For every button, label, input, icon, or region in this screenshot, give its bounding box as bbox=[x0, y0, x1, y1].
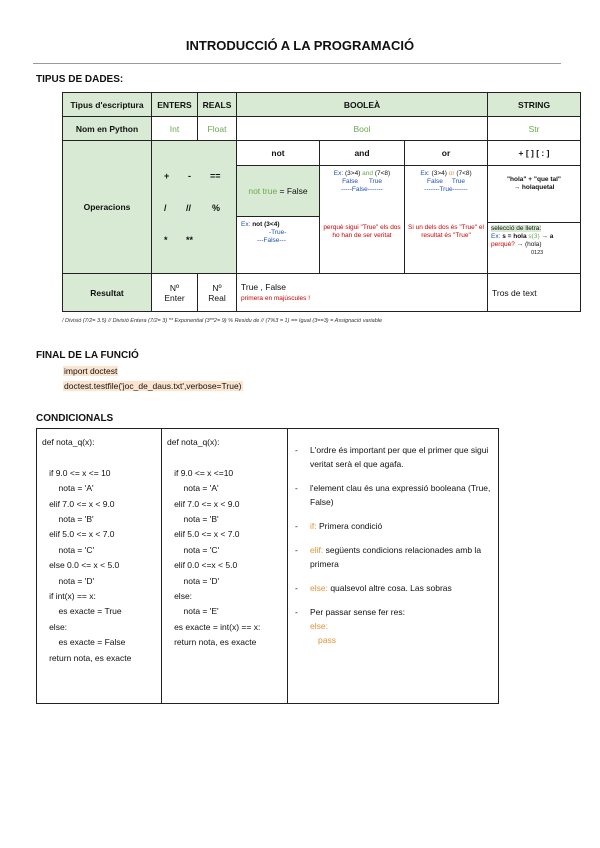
final-code-import: import doctest bbox=[64, 366, 118, 376]
and-ex-left: (3>4) bbox=[343, 170, 361, 177]
header-reals: REALS bbox=[198, 93, 237, 117]
note-if-text: Primera condició bbox=[316, 521, 383, 531]
op-mul: * bbox=[164, 235, 168, 245]
op-intdiv: // bbox=[186, 203, 192, 213]
page-title: INTRODUCCIÓ A LA PROGRAMACIÓ bbox=[185, 38, 415, 53]
section-heading-final: FINAL DE LA FUNCIÓ bbox=[36, 350, 139, 361]
not-ex-false: ---False--- bbox=[257, 237, 286, 244]
or-ex-right: (7<8) bbox=[456, 170, 472, 177]
note-elif-kw: elif: bbox=[310, 545, 324, 555]
numeric-operators bbox=[152, 141, 237, 274]
note-else bbox=[288, 581, 498, 595]
note-if bbox=[288, 519, 498, 533]
not-example-value: not true bbox=[248, 186, 278, 196]
bool-not-cell bbox=[237, 141, 320, 274]
cond-code-1-cell bbox=[37, 429, 162, 704]
and-ex-true: True bbox=[368, 178, 382, 185]
note-pass-else: else: bbox=[310, 621, 328, 631]
conditionals-table bbox=[36, 428, 499, 704]
row-label-resultat: Resultat bbox=[63, 274, 152, 312]
bool-or-cell bbox=[405, 141, 488, 274]
result-enter-label: Enter bbox=[164, 292, 185, 303]
op-add: + bbox=[164, 171, 170, 181]
or-ex-false: False bbox=[426, 178, 443, 185]
string-ops-cell bbox=[488, 141, 581, 274]
result-enter bbox=[152, 274, 198, 312]
section-heading-types: TIPUS DE DADES: bbox=[36, 74, 124, 85]
or-ex-left: (3>4) bbox=[429, 170, 447, 177]
header-enters: ENTERS bbox=[152, 93, 198, 117]
result-real bbox=[198, 274, 237, 312]
result-bool bbox=[237, 274, 488, 312]
result-string: Tros de text bbox=[488, 274, 581, 312]
and-ex-false: False bbox=[342, 178, 358, 185]
note-elif-text: següents condicions relacionades amb la primera bbox=[310, 545, 482, 569]
note-pass bbox=[288, 605, 498, 647]
str-ex-var: s = hola bbox=[500, 233, 527, 240]
and-ex-prefix: Ex: bbox=[333, 170, 344, 177]
cond-code-2: def nota_q(x): if 9.0 <= x <=10 nota = 'A' elif 7.0 <= x < 9.0 nota = 'B' elif 5.0 <= x < 7.0 nota = 'C' elif 0.0 <=x < 5.0 nota = 'D' else: nota = 'E' es exacte = int(x) == x: return nota, es exacte bbox=[167, 437, 261, 648]
note-else-kw: else: bbox=[310, 583, 328, 593]
bool-and-header: and bbox=[320, 141, 404, 166]
or-ex-op: or bbox=[446, 170, 457, 177]
str-why: perquè? bbox=[491, 241, 515, 248]
bool-or-header: or bbox=[405, 141, 487, 166]
and-ex-op: and bbox=[360, 170, 375, 177]
string-concat-result: → holaquetal bbox=[513, 184, 555, 191]
string-concat-example: "hola" + "que tal" bbox=[506, 176, 562, 183]
result-real-label: Real bbox=[208, 292, 226, 303]
result-enter-num: Nº bbox=[169, 282, 180, 293]
header-string: STRING bbox=[488, 93, 581, 117]
not-example-result: = False bbox=[277, 186, 308, 196]
op-eq: == bbox=[210, 171, 221, 181]
str-ex-index: s(3) bbox=[526, 233, 540, 240]
python-int: Int bbox=[152, 117, 198, 141]
and-ex-right: (7<8) bbox=[374, 170, 391, 177]
result-bool-note: primera en majúscules ! bbox=[241, 295, 310, 302]
str-why-word: → (hola) bbox=[514, 241, 542, 248]
not-ex-expr: not (3<4) bbox=[250, 221, 280, 228]
op-div: / bbox=[164, 203, 167, 213]
python-str: Str bbox=[488, 117, 581, 141]
and-ex-result: -----False------- bbox=[341, 186, 383, 193]
header-boolea: BOOLEÀ bbox=[237, 93, 488, 117]
final-code-block bbox=[63, 364, 243, 394]
title-divider bbox=[33, 63, 561, 64]
string-select-label: selecció de lletra: bbox=[491, 225, 542, 232]
note-order: - L'ordre és important per que el primer que sigui veritat serà el que agafa. bbox=[288, 443, 498, 471]
final-code-testfile: doctest.testfile('joc_de_daus.txt',verbose=True) bbox=[64, 381, 242, 391]
str-why-indices: 0123 bbox=[531, 250, 544, 256]
section-heading-cond: CONDICIONALS bbox=[36, 413, 114, 424]
not-ex-prefix: Ex: bbox=[241, 221, 251, 228]
header-tipus: Tipus d'escriptura bbox=[63, 93, 152, 117]
not-ex-true: -True- bbox=[269, 229, 287, 236]
note-elif bbox=[288, 543, 498, 571]
result-bool-values: True , False bbox=[241, 282, 287, 292]
python-bool: Bool bbox=[237, 117, 488, 141]
and-explanation: perquè sigui "True" els dos ho han de ser veritat bbox=[323, 224, 401, 239]
operators-legend: / Divisió (7/2= 3.5) // Divisió Entera (7/2= 3) ** Exponential (3**2= 9) % Residu de // (7%3 = 1) == Igual (3==3) = Assignació variable bbox=[62, 318, 383, 324]
note-pass-text: Per passar sense fer res: bbox=[310, 607, 405, 617]
note-pass-kw: pass bbox=[318, 635, 336, 645]
or-ex-true: True bbox=[451, 178, 466, 185]
row-label-operacions: Operacions bbox=[63, 141, 152, 274]
str-ex-result: → a bbox=[539, 233, 554, 240]
or-ex-result: -------True------- bbox=[424, 186, 468, 193]
note-boolean: - l'element clau és una expressió booleana (True, False) bbox=[288, 481, 498, 509]
cond-code-1: def nota_q(x): if 9.0 <= x <= 10 nota = 'A' elif 7.0 <= x < 9.0 nota = 'B' elif 5.0 <= x < 7.0 nota = 'C' else 0.0 <= x < 5.0 nota = 'D' if int(x) == x: es exacte = True else: es exacte = False return nota, es exacte bbox=[42, 437, 132, 663]
note-if-kw: if: bbox=[310, 521, 317, 531]
op-mod: % bbox=[212, 203, 221, 213]
string-ops-header: + [ ] [ : ] bbox=[488, 141, 580, 166]
cond-code-2-cell bbox=[162, 429, 288, 704]
op-pow: ** bbox=[186, 235, 194, 245]
bool-not-header: not bbox=[237, 141, 319, 166]
row-label-nom: Nom en Python bbox=[63, 117, 152, 141]
cond-notes-cell bbox=[288, 429, 499, 704]
note-else-text: qualsevol altre cosa. Las sobras bbox=[327, 583, 452, 593]
python-float: Float bbox=[198, 117, 237, 141]
result-real-num: Nº bbox=[212, 282, 222, 293]
or-explanation: Si un dels dos és "True" el resultat és "True" bbox=[408, 224, 484, 239]
bool-and-cell bbox=[320, 141, 405, 274]
str-ex-prefix: Ex: bbox=[491, 233, 501, 240]
or-ex-prefix: Ex: bbox=[420, 170, 430, 177]
op-sub: - bbox=[188, 171, 191, 181]
data-types-table bbox=[62, 92, 581, 312]
